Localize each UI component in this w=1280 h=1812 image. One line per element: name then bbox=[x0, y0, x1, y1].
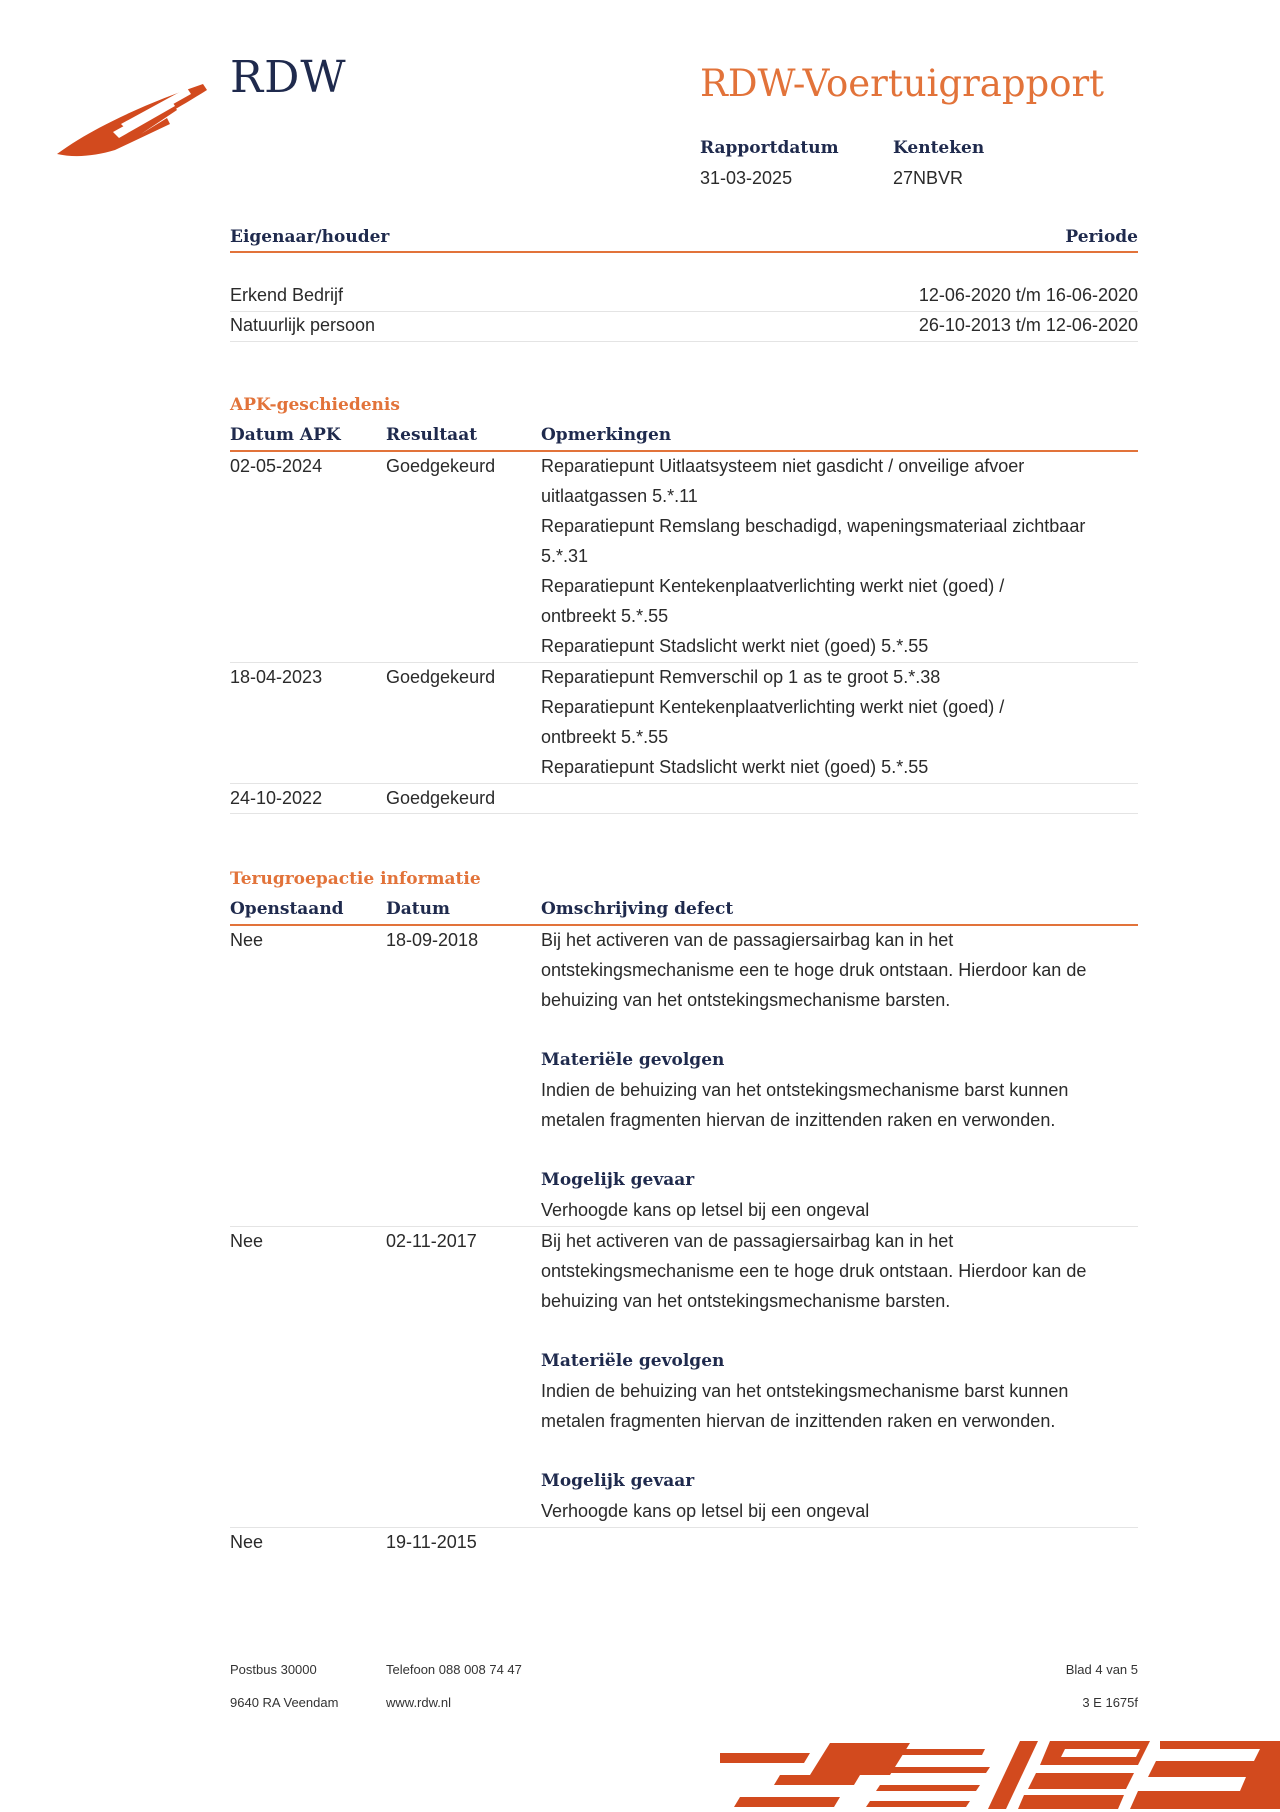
apk-result-cell: Goedgekeurd bbox=[386, 788, 496, 808]
recall-open-column-header: Openstaand bbox=[230, 899, 344, 919]
footer-page-number: Blad 4 van 5 bbox=[1065, 1662, 1138, 1677]
page-title: RDW-Voertuigrapport bbox=[700, 62, 1105, 105]
remark-line: Reparatiepunt Uitlaatsysteem niet gasdicht / onveilige afvoer bbox=[541, 456, 1025, 476]
defect-description-line: behuizing van het ontstekingsmechanisme barsten. bbox=[541, 1291, 951, 1311]
consequences-line: metalen fragmenten hiervan de inzittenden raken en verwonden. bbox=[541, 1411, 1056, 1431]
recall-date-cell: 19-11-2015 bbox=[386, 1532, 477, 1552]
recall-date-cell: 18-09-2018 bbox=[386, 930, 479, 950]
rapportdatum-value: 31-03-2025 bbox=[700, 168, 793, 188]
owner-cell: Erkend Bedrijf bbox=[230, 285, 344, 305]
footer-phone: Telefoon 088 008 74 47 bbox=[386, 1662, 522, 1677]
consequences-heading: Materiële gevolgen bbox=[541, 1351, 725, 1371]
danger-text: Verhoogde kans op letsel bij een ongeval bbox=[541, 1200, 870, 1220]
danger-heading: Mogelijk gevaar bbox=[541, 1471, 695, 1491]
apk-result-column-header: Resultaat bbox=[386, 425, 478, 445]
danger-text: Verhoogde kans op letsel bij een ongeval bbox=[541, 1501, 870, 1521]
footer-website[interactable]: www.rdw.nl bbox=[386, 1695, 452, 1710]
apk-date-cell: 02-05-2024 bbox=[230, 456, 323, 476]
danger-heading: Mogelijk gevaar bbox=[541, 1170, 695, 1190]
consequences-line: Indien de behuizing van het ontstekingsmechanisme barst kunnen bbox=[541, 1080, 1069, 1100]
defect-description-line: Bij het activeren van de passagiersairbag kan in het bbox=[541, 1231, 954, 1251]
recall-desc-cell bbox=[541, 925, 1086, 1225]
apk-result-cell: Goedgekeurd bbox=[386, 667, 496, 687]
recall-date-column-header: Datum bbox=[386, 899, 450, 919]
remark-line: Reparatiepunt Stadslicht werkt niet (goed) 5.*.55 bbox=[541, 636, 929, 656]
period-cell: 12-06-2020 t/m 16-06-2020 bbox=[918, 285, 1138, 305]
recall-table bbox=[230, 866, 1138, 1566]
rapportdatum-label: Rapportdatum bbox=[700, 138, 839, 158]
recall-desc-column-header: Omschrijving defect bbox=[541, 899, 734, 919]
consequences-heading: Materiële gevolgen bbox=[541, 1050, 725, 1070]
owner-cell: Natuurlijk persoon bbox=[230, 315, 376, 335]
apk-table bbox=[230, 392, 1138, 822]
defect-description-line: Bij het activeren van de passagiersairbag kan in het bbox=[541, 930, 954, 950]
owners-table bbox=[230, 224, 1138, 344]
kenteken-value: 27NBVR bbox=[893, 168, 964, 188]
remark-line: uitlaatgassen 5.*.11 bbox=[541, 486, 698, 506]
recall-section-title: Terugroepactie informatie bbox=[230, 869, 481, 889]
remark-line: Reparatiepunt Stadslicht werkt niet (goed) 5.*.55 bbox=[541, 757, 929, 777]
apk-remarks-cell bbox=[541, 662, 1004, 782]
rdw-stripes-icon bbox=[720, 1735, 1280, 1812]
recall-open-cell: Nee bbox=[230, 1532, 264, 1552]
remark-line: ontbreekt 5.*.55 bbox=[541, 606, 669, 626]
defect-description-line: behuizing van het ontstekingsmechanisme barsten. bbox=[541, 990, 951, 1010]
rdw-logo-mark-icon bbox=[55, 80, 215, 160]
remark-line: Reparatiepunt Kentekenplaatverlichting werkt niet (goed) / bbox=[541, 697, 1005, 717]
apk-date-column-header: Datum APK bbox=[230, 425, 341, 445]
defect-description-line: ontstekingsmechanisme een te hoge druk ontstaan. Hierdoor kan de bbox=[541, 1261, 1087, 1281]
apk-remarks-cell bbox=[541, 451, 1085, 661]
period-column-header: Periode bbox=[1065, 227, 1138, 247]
remark-line: 5.*.31 bbox=[541, 546, 589, 566]
logo-text: RDW bbox=[230, 52, 347, 103]
period-cell: 26-10-2013 t/m 12-06-2020 bbox=[918, 315, 1138, 335]
recall-date-cell: 02-11-2017 bbox=[386, 1231, 477, 1251]
consequences-line: metalen fragmenten hiervan de inzittenden raken en verwonden. bbox=[541, 1110, 1056, 1130]
defect-description-line: ontstekingsmechanisme een te hoge druk ontstaan. Hierdoor kan de bbox=[541, 960, 1087, 980]
apk-date-cell: 24-10-2022 bbox=[230, 788, 323, 808]
apk-section-title: APK-geschiedenis bbox=[230, 395, 400, 415]
apk-date-cell: 18-04-2023 bbox=[230, 667, 323, 687]
remark-line: Reparatiepunt Remslang beschadigd, wapeningsmateriaal zichtbaar bbox=[541, 516, 1086, 536]
recall-desc-cell bbox=[541, 1226, 1086, 1526]
apk-result-cell: Goedgekeurd bbox=[386, 456, 496, 476]
apk-remarks-column-header: Opmerkingen bbox=[541, 425, 672, 445]
remark-line: ontbreekt 5.*.55 bbox=[541, 727, 669, 747]
remark-line: Reparatiepunt Remverschil op 1 as te groot 5.*.38 bbox=[541, 667, 941, 687]
footer-city: 9640 RA Veendam bbox=[230, 1695, 339, 1710]
recall-open-cell: Nee bbox=[230, 930, 264, 950]
remark-line: Reparatiepunt Kentekenplaatverlichting werkt niet (goed) / bbox=[541, 576, 1005, 596]
footer-code: 3 E 1675f bbox=[1082, 1695, 1138, 1710]
footer-postbus: Postbus 30000 bbox=[230, 1662, 317, 1677]
owner-column-header: Eigenaar/houder bbox=[230, 227, 390, 247]
consequences-line: Indien de behuizing van het ontstekingsmechanisme barst kunnen bbox=[541, 1381, 1069, 1401]
recall-open-cell: Nee bbox=[230, 1231, 264, 1251]
kenteken-label: Kenteken bbox=[893, 138, 985, 158]
